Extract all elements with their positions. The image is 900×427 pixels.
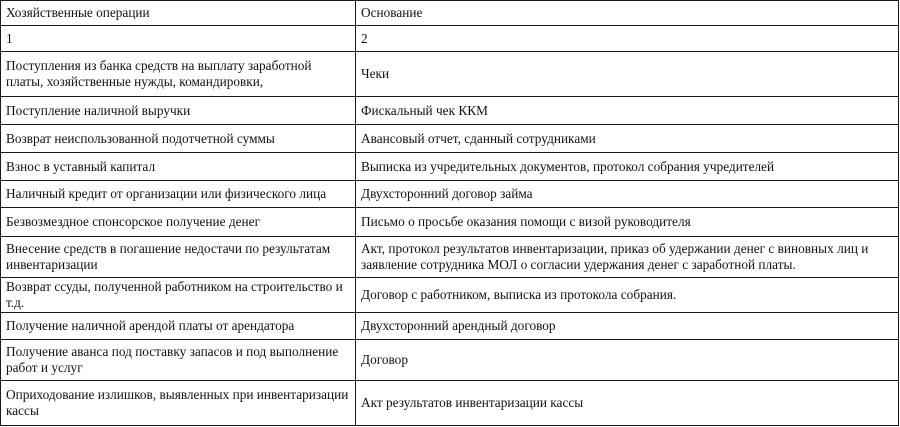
operation-cell: Внесение средств в погашение недостачи по результатам инвентаризации xyxy=(1,237,356,278)
table-row xyxy=(1,97,899,125)
table-row xyxy=(1,208,899,237)
column-number-1: 1 xyxy=(1,26,356,52)
table-row xyxy=(1,181,899,208)
table-row xyxy=(1,381,899,426)
basis-cell: Чеки xyxy=(356,52,899,97)
operation-cell: Получение наличной арендой платы от арендатора xyxy=(1,313,356,340)
operation-cell: Поступления из банка средств на выплату заработной платы, хозяйственные нужды, командировки, xyxy=(1,52,356,97)
basis-cell: Акт, протокол результатов инвентаризации, приказ об удержании денег с виновных лиц и заявление сотрудника МОЛ о согласии удержания денег с заработной платы. xyxy=(356,237,899,278)
header-basis: Основание xyxy=(356,1,899,26)
basis-cell: Акт результатов инвентаризации кассы xyxy=(356,381,899,426)
basis-cell: Авансовый отчет, сданный сотрудниками xyxy=(356,125,899,153)
operation-cell: Взнос в уставный капитал xyxy=(1,153,356,181)
numbering-row xyxy=(1,26,899,52)
operation-cell: Наличный кредит от организации или физического лица xyxy=(1,181,356,208)
table-row xyxy=(1,125,899,153)
column-number-2: 2 xyxy=(356,26,899,52)
operation-cell: Оприходование излишков, выявленных при инвентаризации кассы xyxy=(1,381,356,426)
basis-cell: Письмо о просьбе оказания помощи с визой руководителя xyxy=(356,208,899,237)
basis-cell: Двухсторонний договор займа xyxy=(356,181,899,208)
table-row xyxy=(1,153,899,181)
basis-cell: Выписка из учредительных документов, протокол собрания учредителей xyxy=(356,153,899,181)
table-row xyxy=(1,278,899,313)
operation-cell: Возврат ссуды, полученной работником на строительство и т.д. xyxy=(1,278,356,313)
operation-cell: Возврат неиспользованной подотчетной суммы xyxy=(1,125,356,153)
operation-cell: Поступление наличной выручки xyxy=(1,97,356,125)
basis-cell: Договор с работником, выписка из протокола собрания. xyxy=(356,278,899,313)
header-row xyxy=(1,1,899,26)
table-row xyxy=(1,313,899,340)
table-row xyxy=(1,52,899,97)
operation-cell: Получение аванса под поставку запасов и под выполнение работ и услуг xyxy=(1,340,356,381)
table-row xyxy=(1,340,899,381)
basis-cell: Двухсторонний арендный договор xyxy=(356,313,899,340)
header-operations: Хозяйственные операции xyxy=(1,1,356,26)
basis-cell: Фискальный чек ККМ xyxy=(356,97,899,125)
basis-cell: Договор xyxy=(356,340,899,381)
operation-cell: Безвозмездное спонсорское получение денег xyxy=(1,208,356,237)
table-row xyxy=(1,237,899,278)
